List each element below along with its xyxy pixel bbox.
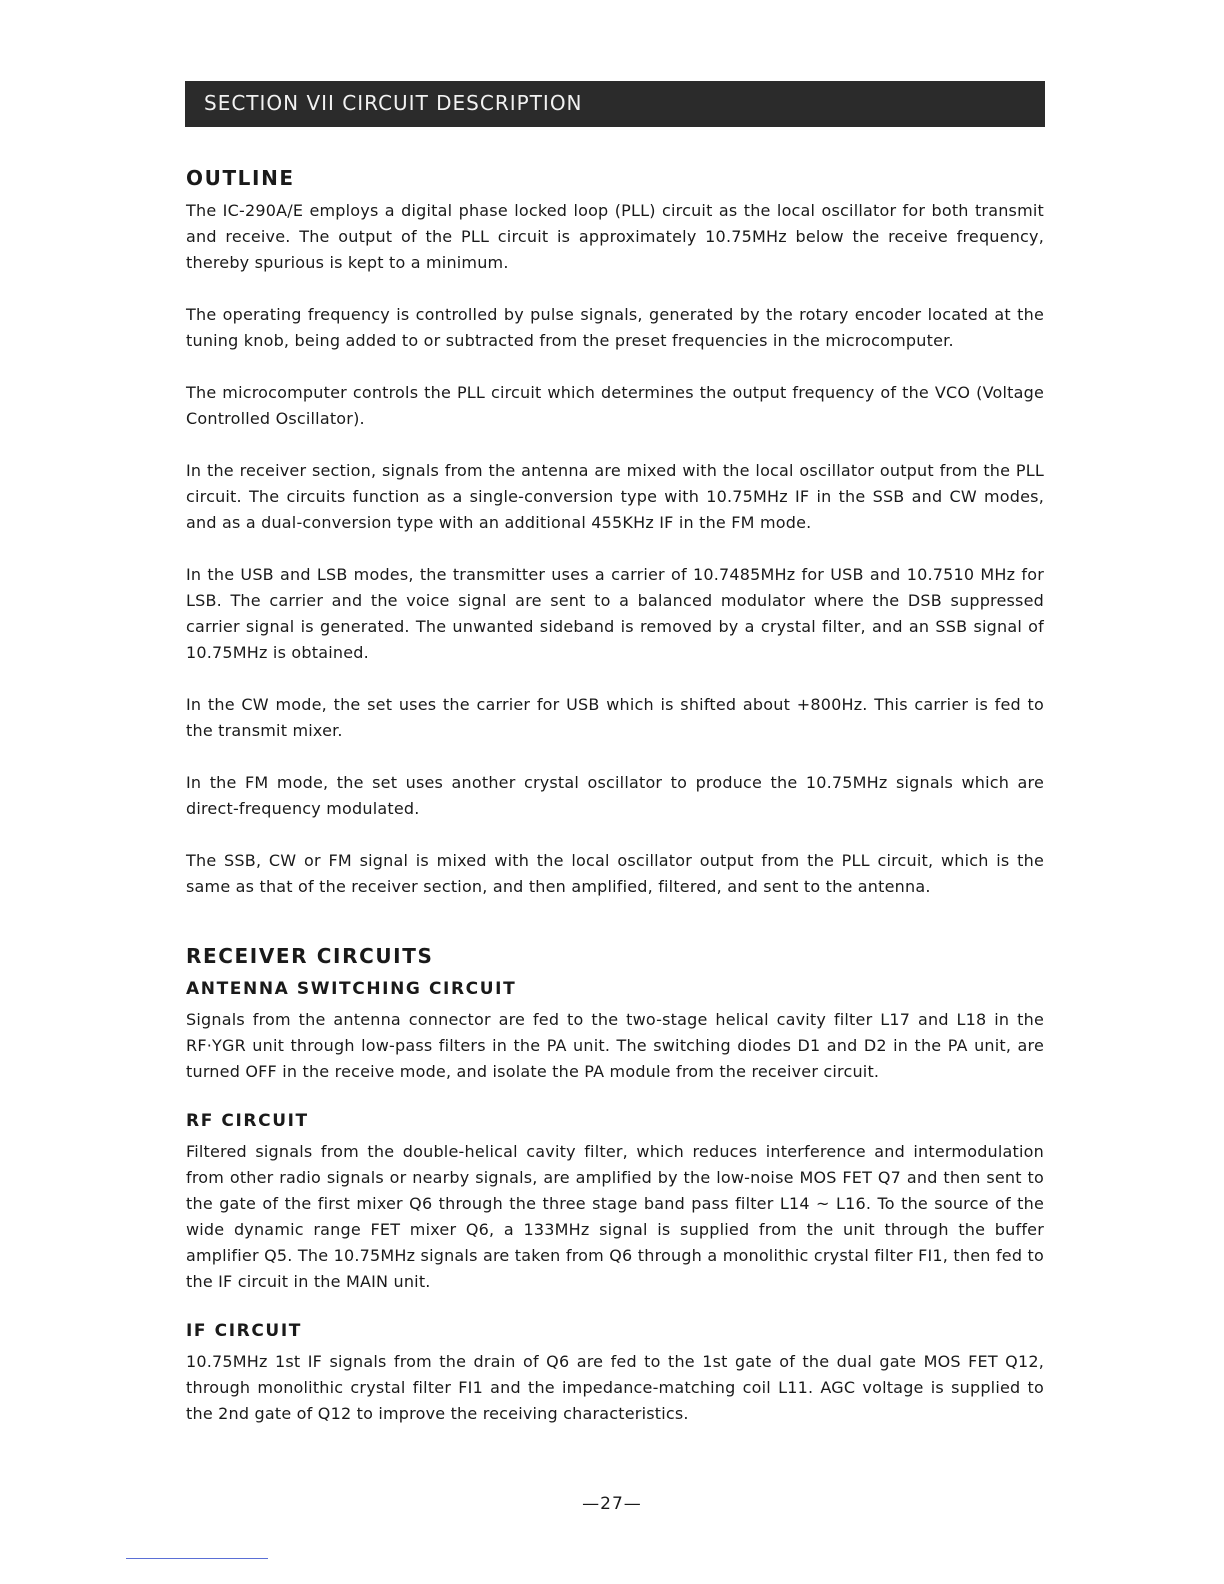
antenna-switching-heading: ANTENNA SWITCHING CIRCUIT — [186, 979, 517, 999]
outline-paragraph-2: The operating frequency is controlled by pulse signals, generated by the rotary encoder located at the tuning knob, being added to or subtracted from the preset frequencies in the microcomputer. — [186, 305, 1044, 350]
receiver-circuits-heading: RECEIVER CIRCUITS — [186, 944, 434, 968]
rf-circuit-paragraph: Filtered signals from the double-helical cavity filter, which reduces interference and intermodulation from other radio signals or nearby signals, are amplified by the low-noise MOS FET Q7 and then sent to the gate of the first mixer Q6 through the three stage band pass filter L14 ~ L16. To the source of the wide dynamic range FET mixer Q6, a 133MHz signal is supplied from the unit through the buffer amplifier Q5. The 10.75MHz signals are taken from Q6 through a monolithic crystal filter FI1, then fed to the IF circuit in the MAIN unit. — [186, 1142, 1044, 1291]
outline-paragraph-1: The IC-290A/E employs a digital phase locked loop (PLL) circuit as the local oscillator for both transmit and receive. The output of the PLL circuit is approximately 10.75MHz below the receive frequency, thereby spurious is kept to a minimum. — [186, 201, 1044, 272]
outline-paragraph-7: In the FM mode, the set uses another crystal oscillator to produce the 10.75MHz signals which are direct-frequency modulated. — [186, 773, 1044, 818]
antenna-switching-paragraph: Signals from the antenna connector are fed to the two-stage helical cavity filter L17 and L18 in the RF·YGR unit through low-pass filters in the PA unit. The switching diodes D1 and D2 in the PA unit, are turned OFF in the receive mode, and isolate the PA module from the receiver circuit. — [186, 1010, 1044, 1081]
outline-paragraph-4: In the receiver section, signals from the antenna are mixed with the local oscillator output from the PLL circuit. The circuits function as a single-conversion type with 10.75MHz IF in the SSB and CW modes, and as a dual-conversion type with an additional 455KHz IF in the FM mode. — [186, 461, 1044, 532]
page-number: —27— — [582, 1494, 642, 1514]
outline-paragraph-6: In the CW mode, the set uses the carrier for USB which is shifted about +800Hz. This carrier is fed to the transmit mixer. — [186, 695, 1044, 740]
outline-paragraph-5: In the USB and LSB modes, the transmitter uses a carrier of 10.7485MHz for USB and 10.7510 MHz for LSB. The carrier and the voice signal are sent to a balanced modulator where the DSB suppressed carrier signal is generated. The unwanted sideband is removed by a crystal filter, and an SSB signal of 10.75MHz is obtained. — [186, 565, 1044, 662]
section-title-banner — [185, 81, 1045, 127]
rf-circuit-heading: RF CIRCUIT — [186, 1111, 309, 1131]
section-title: SECTION VII CIRCUIT DESCRIPTION — [204, 91, 583, 115]
if-circuit-paragraph: 10.75MHz 1st IF signals from the drain of Q6 are fed to the 1st gate of the dual gate MOS FET Q12, through monolithic crystal filter FI1 and the impedance-matching coil L11. AGC voltage is supplied to the 2nd gate of Q12 to improve the receiving characteristics. — [186, 1352, 1044, 1423]
outline-paragraph-8: The SSB, CW or FM signal is mixed with the local oscillator output from the PLL circuit, which is the same as that of the receiver section, and then amplified, filtered, and sent to the antenna. — [186, 851, 1044, 896]
outline-heading: OUTLINE — [186, 166, 295, 190]
if-circuit-heading: IF CIRCUIT — [186, 1321, 302, 1341]
page-content — [186, 166, 1044, 1427]
footer-divider — [126, 1558, 268, 1559]
outline-paragraph-3: The microcomputer controls the PLL circuit which determines the output frequency of the VCO (Voltage Controlled Oscillator). — [186, 383, 1044, 428]
